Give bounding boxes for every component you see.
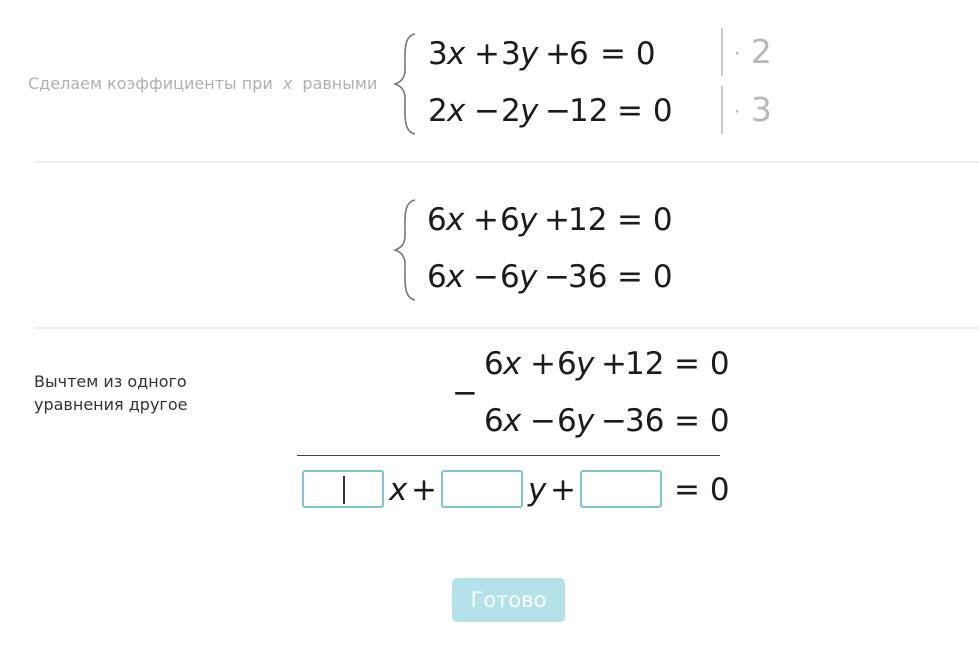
step1-hint-text: Сделаем коэффициенты при — [28, 74, 273, 93]
system-brace-icon — [393, 198, 423, 302]
step3-hint — [34, 370, 187, 416]
subtraction-minus-sign: − — [452, 375, 478, 411]
multiplier-divider — [721, 28, 723, 76]
multiplier-divider — [721, 86, 723, 134]
system-brace-icon — [393, 32, 423, 136]
step1-hint-text-end: равными — [302, 74, 378, 93]
step1-hint — [28, 74, 377, 93]
y-coefficient-input[interactable] — [441, 470, 523, 508]
section-divider — [34, 327, 979, 329]
step3-hint-line-2: уравнения другое — [34, 395, 188, 414]
text-caret — [343, 476, 345, 504]
step3-hint-line-1: Вычтем из одного — [34, 372, 187, 391]
constant-input[interactable] — [580, 470, 662, 508]
step1-hint-var: x — [282, 74, 293, 93]
section-divider — [34, 161, 979, 163]
multiplier-1: · 2 — [734, 32, 772, 71]
submit-button[interactable]: Готово — [452, 578, 565, 622]
result-line — [297, 455, 720, 456]
multiplier-2: · 3 — [734, 90, 772, 129]
result-rhs: = 0 — [674, 472, 730, 508]
